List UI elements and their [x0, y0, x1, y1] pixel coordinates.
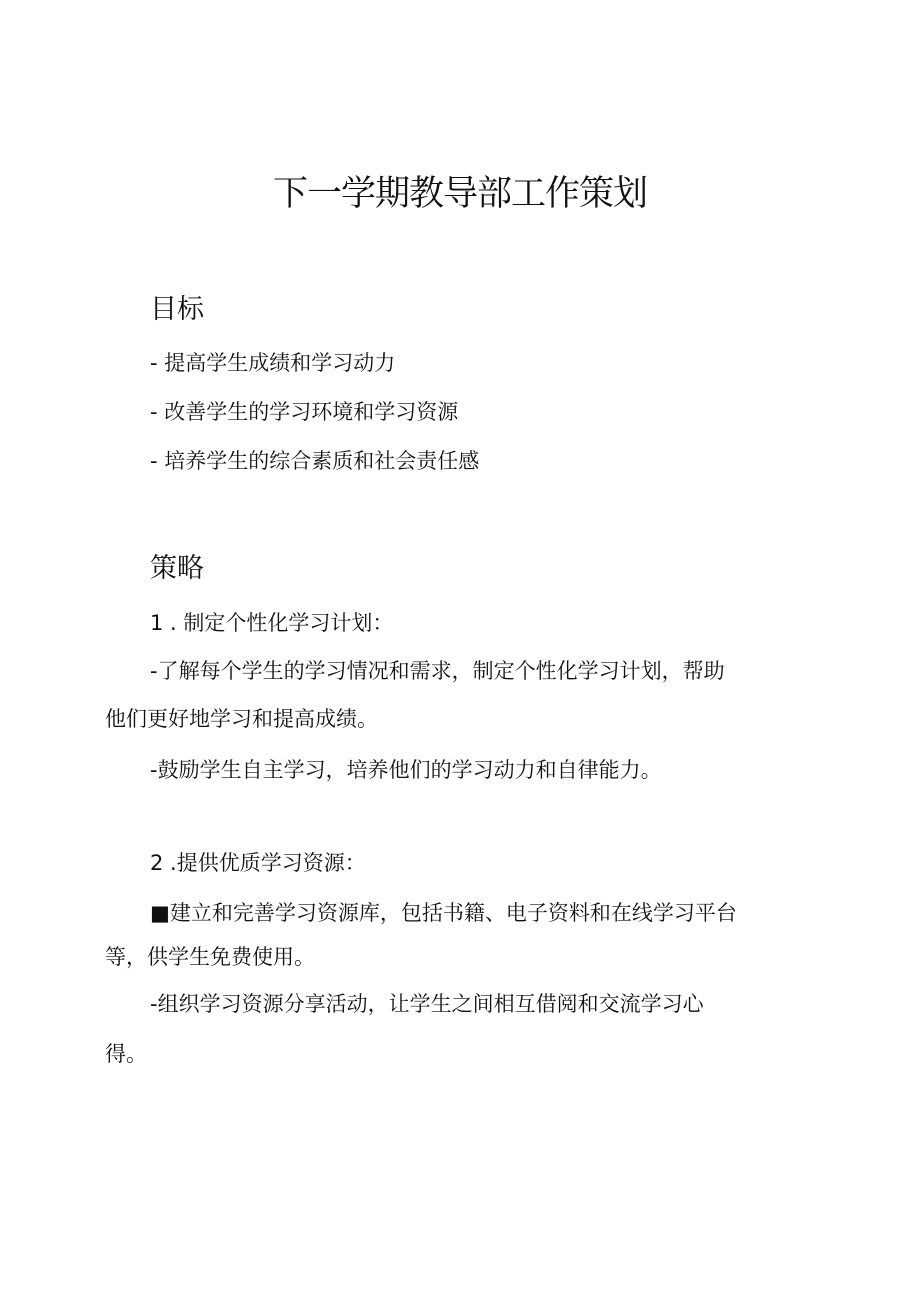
- strategy-paragraph-line: -鼓励学生自主学习，培养他们的学习动力和自律能力。: [150, 758, 662, 782]
- strategy-item-title: 2 .提供优质学习资源：: [150, 851, 366, 875]
- strategy-item-title: 1 . 制定个性化学习计划：: [150, 611, 394, 635]
- strategy-paragraph-line: 他们更好地学习和提高成绩。: [105, 707, 378, 731]
- goal-item: - 改善学生的学习环境和学习资源: [150, 400, 459, 424]
- goals-heading: 目标: [150, 294, 204, 325]
- goal-item: - 提高学生成绩和学习动力: [150, 351, 396, 375]
- strategy-paragraph-line: -了解每个学生的学习情况和需求，制定个性化学习计划，帮助: [150, 659, 725, 683]
- strategy-paragraph-line: -组织学习资源分享活动，让学生之间相互借阅和交流学习心: [150, 992, 704, 1016]
- strategy-paragraph-line: 得。: [105, 1042, 147, 1066]
- goal-item: - 培养学生的综合素质和社会责任感: [150, 449, 480, 473]
- document-title: 下一学期教导部工作策划: [272, 174, 647, 214]
- strategy-heading: 策略: [150, 553, 204, 584]
- strategy-paragraph-line: 等，供学生免费使用。: [105, 945, 315, 969]
- strategy-paragraph-line: ■建立和完善学习资源库，包括书籍、电子资料和在线学习平台: [150, 901, 737, 925]
